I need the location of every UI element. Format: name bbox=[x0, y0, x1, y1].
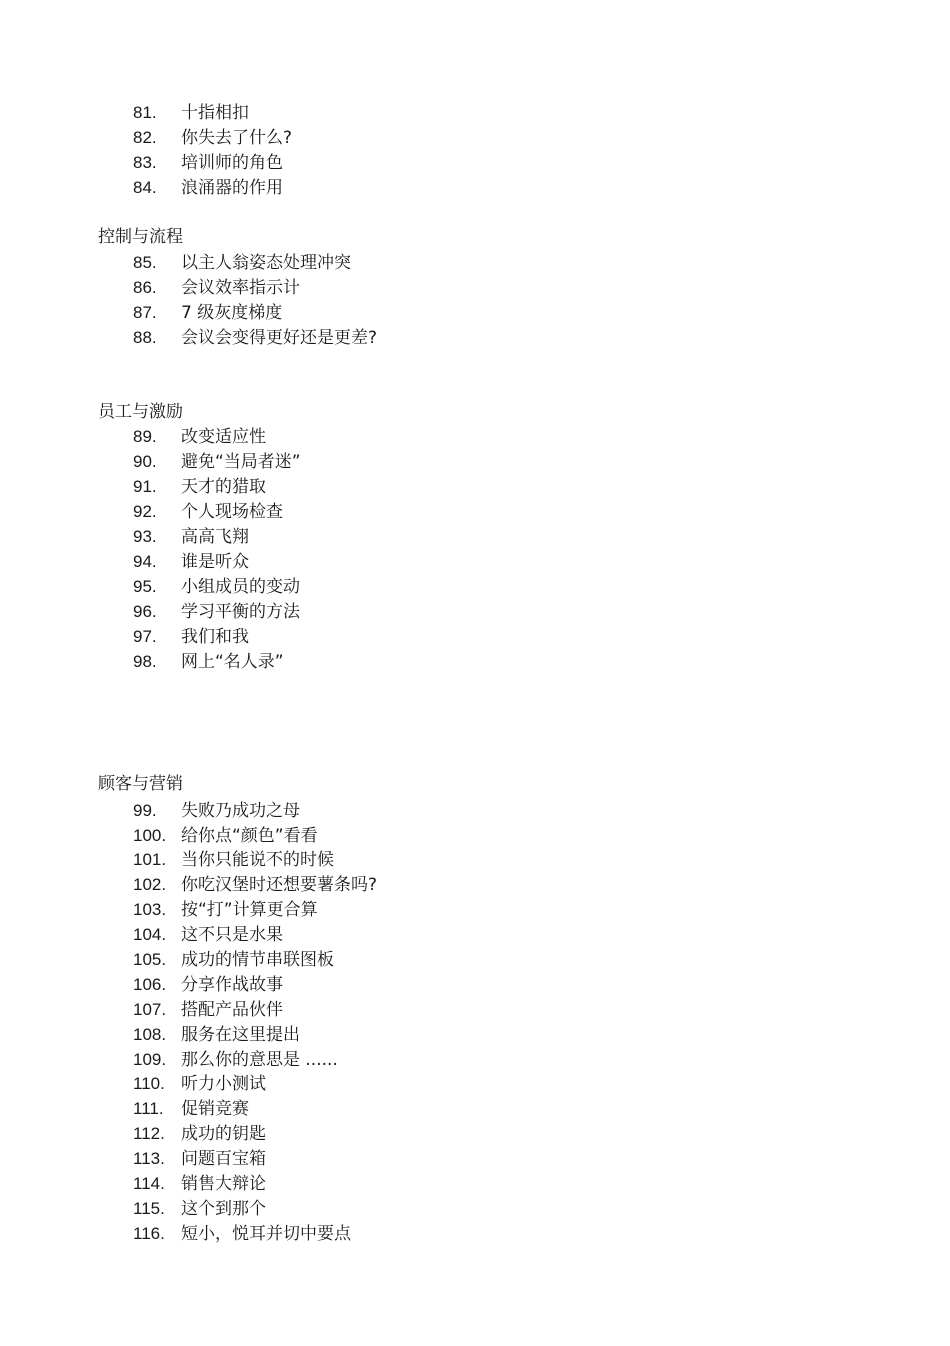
item-number: 92. bbox=[133, 502, 157, 521]
item-number: 93. bbox=[133, 527, 157, 546]
item-number: 87. bbox=[133, 303, 157, 322]
list-item bbox=[133, 424, 266, 449]
list-item bbox=[133, 449, 301, 474]
item-label: 会议效率指示计 bbox=[181, 278, 300, 298]
item-label: 高高飞翔 bbox=[181, 527, 249, 547]
item-label: 听力小测试 bbox=[181, 1074, 266, 1094]
item-label: 服务在这里提出 bbox=[181, 1025, 300, 1045]
list-item bbox=[133, 997, 283, 1022]
list-item bbox=[133, 125, 292, 150]
item-number: 113. bbox=[133, 1149, 165, 1168]
item-number: 110. bbox=[133, 1074, 165, 1093]
list-item bbox=[133, 275, 300, 300]
list-item bbox=[133, 624, 249, 649]
list-item bbox=[133, 325, 377, 350]
list-item bbox=[133, 847, 334, 872]
list-item bbox=[133, 1221, 351, 1246]
item-label: 天才的猎取 bbox=[181, 477, 266, 497]
item-label: 成功的钥匙 bbox=[181, 1124, 266, 1144]
item-number: 100. bbox=[133, 826, 167, 845]
item-number: 115. bbox=[133, 1199, 165, 1218]
list-item bbox=[133, 1071, 266, 1096]
item-label: 给你点“颜色”看看 bbox=[181, 826, 318, 846]
item-label: 你失去了什么? bbox=[181, 128, 293, 148]
list-item bbox=[133, 524, 249, 549]
list-item bbox=[133, 250, 351, 275]
item-number: 98. bbox=[133, 652, 157, 671]
item-label: 会议会变得更好还是更差? bbox=[181, 328, 378, 348]
list-item bbox=[133, 100, 249, 125]
item-label: 十指相扣 bbox=[181, 103, 249, 123]
item-number: 85. bbox=[133, 253, 157, 272]
section-heading: 控制与流程 bbox=[98, 227, 183, 247]
list-item bbox=[133, 150, 283, 175]
item-label: 成功的情节串联图板 bbox=[181, 950, 334, 970]
item-label: 小组成员的变动 bbox=[181, 577, 300, 597]
item-label: 失败乃成功之母 bbox=[181, 801, 300, 821]
list-item bbox=[133, 649, 284, 674]
item-number: 83. bbox=[133, 153, 157, 172]
list-item bbox=[133, 1047, 338, 1072]
list-item bbox=[133, 574, 300, 599]
item-number: 88. bbox=[133, 328, 157, 347]
item-number: 99. bbox=[133, 801, 157, 820]
item-label: 促销竞赛 bbox=[181, 1099, 249, 1119]
item-label: 谁是听众 bbox=[181, 552, 249, 572]
item-label: 改变适应性 bbox=[181, 427, 266, 447]
list-item bbox=[133, 1171, 266, 1196]
item-label: 浪涌器的作用 bbox=[181, 178, 283, 198]
item-label: 培训师的角色 bbox=[181, 153, 283, 173]
list-item bbox=[133, 1022, 300, 1047]
item-number: 114. bbox=[133, 1174, 165, 1193]
item-label: 你吃汉堡时还想要薯条吗? bbox=[181, 875, 378, 895]
item-number: 82. bbox=[133, 128, 157, 147]
item-number: 81. bbox=[133, 103, 157, 122]
list-item bbox=[133, 823, 318, 848]
item-label: 7 级灰度梯度 bbox=[181, 303, 283, 323]
item-label: 当你只能说不的时候 bbox=[181, 850, 334, 870]
item-number: 104. bbox=[133, 925, 167, 944]
list-item bbox=[133, 599, 300, 624]
item-number: 109. bbox=[133, 1050, 167, 1069]
item-number: 101. bbox=[133, 850, 167, 869]
list-item bbox=[133, 175, 283, 200]
item-label: 搭配产品伙伴 bbox=[181, 1000, 283, 1020]
list-item bbox=[133, 499, 283, 524]
item-label: 那么你的意思是 ...... bbox=[181, 1050, 338, 1070]
item-number: 96. bbox=[133, 602, 157, 621]
item-number: 89. bbox=[133, 427, 157, 446]
list-item bbox=[133, 300, 282, 325]
item-label: 问题百宝箱 bbox=[181, 1149, 266, 1169]
item-number: 91. bbox=[133, 477, 157, 496]
item-number: 106. bbox=[133, 975, 167, 994]
list-item bbox=[133, 897, 318, 922]
item-number: 102. bbox=[133, 875, 167, 894]
item-number: 86. bbox=[133, 278, 157, 297]
item-number: 116. bbox=[133, 1224, 165, 1243]
item-label: 网上“名人录” bbox=[181, 652, 284, 672]
list-item bbox=[133, 798, 300, 823]
list-item bbox=[133, 1196, 266, 1221]
list-item bbox=[133, 922, 283, 947]
item-number: 97. bbox=[133, 627, 157, 646]
item-label: 学习平衡的方法 bbox=[181, 602, 300, 622]
item-number: 84. bbox=[133, 178, 157, 197]
list-item bbox=[133, 549, 249, 574]
list-item bbox=[133, 872, 377, 897]
list-item bbox=[133, 972, 283, 997]
item-label: 以主人翁姿态处理冲突 bbox=[181, 253, 351, 273]
item-number: 107. bbox=[133, 1000, 167, 1019]
list-item bbox=[133, 1096, 249, 1121]
item-label: 个人现场检查 bbox=[181, 502, 283, 522]
section-heading: 员工与激励 bbox=[98, 402, 183, 422]
list-item bbox=[133, 947, 334, 972]
item-number: 95. bbox=[133, 577, 157, 596]
item-label: 这不只是水果 bbox=[181, 925, 283, 945]
item-number: 105. bbox=[133, 950, 167, 969]
item-label: 这个到那个 bbox=[181, 1199, 266, 1219]
list-item bbox=[133, 474, 266, 499]
item-label: 销售大辩论 bbox=[181, 1174, 266, 1194]
item-label: 我们和我 bbox=[181, 627, 249, 647]
section-heading: 顾客与营销 bbox=[98, 774, 183, 794]
item-number: 108. bbox=[133, 1025, 167, 1044]
list-item bbox=[133, 1121, 266, 1146]
list-item bbox=[133, 1146, 266, 1171]
item-number: 94. bbox=[133, 552, 157, 571]
item-number: 90. bbox=[133, 452, 157, 471]
item-number: 103. bbox=[133, 900, 167, 919]
item-number: 112. bbox=[133, 1124, 165, 1143]
item-label: 分享作战故事 bbox=[181, 975, 283, 995]
item-label: 避免“当局者迷” bbox=[181, 452, 301, 472]
item-label: 按“打”计算更合算 bbox=[181, 900, 318, 920]
item-label: 短小，悦耳并切中要点 bbox=[181, 1224, 351, 1244]
item-number: 111. bbox=[133, 1099, 164, 1118]
